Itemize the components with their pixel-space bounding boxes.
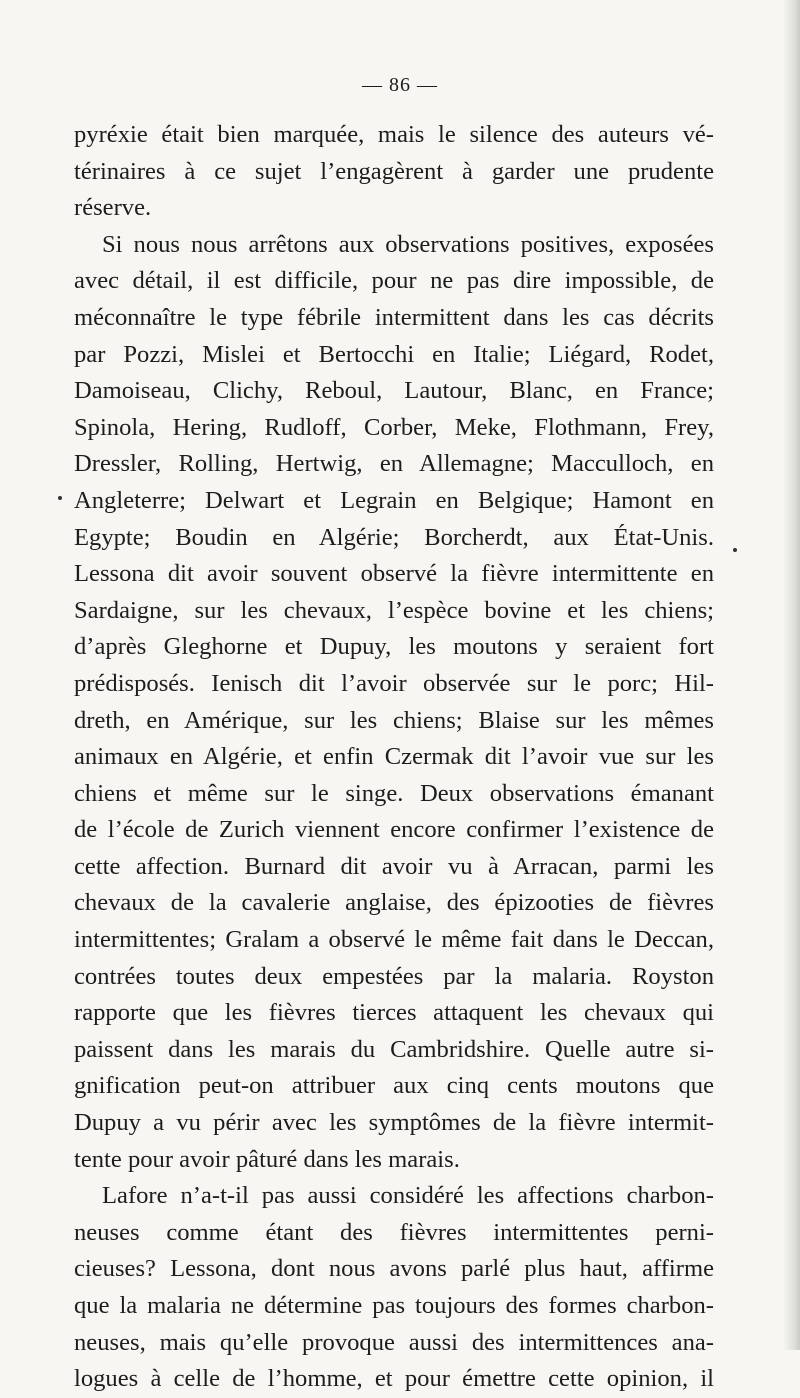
text-line: neuses comme étant des fièvres intermittentes perni- bbox=[74, 1218, 714, 1246]
text-line: dreth, en Amérique, sur les chiens; Blaise sur les mêmes bbox=[74, 706, 714, 734]
text-line: avec détail, il est difficile, pour ne pas dire impossible, de bbox=[74, 267, 714, 295]
text-line: d’après Gleghorne et Dupuy, les moutons y seraient fort bbox=[74, 633, 714, 661]
text-line: réserve. bbox=[74, 194, 152, 222]
text-line: prédisposés. Ienisch dit l’avoir observée sur le porc; Hil- bbox=[74, 669, 714, 697]
text-line: gnification peut-on attribuer aux cinq cents moutons que bbox=[74, 1072, 714, 1100]
body-text bbox=[74, 117, 714, 1398]
text-line: contrées toutes deux empestées par la malaria. Royston bbox=[74, 962, 714, 990]
text-line: Egypte; Boudin en Algérie; Borcherdt, aux État-Unis. bbox=[74, 523, 714, 551]
text-line: Dressler, Rolling, Hertwig, en Allemagne; Macculloch, en bbox=[74, 450, 714, 478]
text-line: animaux en Algérie, et enfin Czermak dit l’avoir vue sur les bbox=[74, 743, 714, 771]
text-line: intermittentes; Gralam a observé le même fait dans le Deccan, bbox=[74, 926, 714, 954]
text-line: Spinola, Hering, Rudloff, Corber, Meke, Flothmann, Frey, bbox=[74, 413, 714, 441]
text-line: rapporte que les fièvres tierces attaquent les chevaux qui bbox=[74, 999, 714, 1027]
text-line: neuses, mais qu’elle provoque aussi des intermittences ana- bbox=[74, 1328, 714, 1356]
text-line: chevaux de la cavalerie anglaise, des épizooties de fièvres bbox=[74, 889, 714, 917]
ink-speck bbox=[733, 548, 737, 552]
text-line: Lafore n’a-t-il pas aussi considéré les affections charbon- bbox=[102, 1182, 714, 1210]
text-line: térinaires à ce sujet l’engagèrent à garder une prudente bbox=[74, 157, 714, 185]
text-line: Damoiseau, Clichy, Reboul, Lautour, Blanc, en France; bbox=[74, 377, 714, 405]
text-line: cette affection. Burnard dit avoir vu à Arracan, parmi les bbox=[74, 852, 714, 880]
text-line: chiens et même sur le singe. Deux observations émanant bbox=[74, 779, 714, 807]
text-line: par Pozzi, Mislei et Bertocchi en Italie; Liégard, Rodet, bbox=[74, 340, 714, 368]
text-line: tente pour avoir pâturé dans les marais. bbox=[74, 1145, 460, 1173]
text-line: Angleterre; Delwart et Legrain en Belgique; Hamont en bbox=[74, 486, 714, 514]
text-line: de l’école de Zurich viennent encore confirmer l’existence de bbox=[74, 816, 714, 844]
page-edge-shadow bbox=[782, 0, 800, 1350]
text-line: Sardaigne, sur les chevaux, l’espèce bovine et les chiens; bbox=[74, 596, 714, 624]
page-number: — 86 — bbox=[362, 74, 438, 96]
text-line: Dupuy a vu périr avec les symptômes de la fièvre intermit- bbox=[74, 1109, 714, 1137]
text-line: Si nous nous arrêtons aux observations positives, exposées bbox=[102, 230, 714, 258]
text-line: Lessona dit avoir souvent observé la fièvre intermittente en bbox=[74, 560, 714, 588]
text-line: méconnaître le type fébrile intermittent dans les cas décrits bbox=[74, 303, 714, 331]
text-line: que la malaria ne détermine pas toujours des formes charbon- bbox=[74, 1292, 714, 1319]
text-line: logues à celle de l’homme, et pour émettre cette opinion, il bbox=[74, 1365, 714, 1393]
text-line: paissent dans les marais du Cambridshire. Quelle autre si- bbox=[74, 1035, 714, 1063]
ink-speck bbox=[58, 496, 62, 500]
text-line: cieuses? Lessona, dont nous avons parlé plus haut, affirme bbox=[74, 1255, 714, 1283]
text-line: pyréxie était bien marquée, mais le silence des auteurs vé- bbox=[74, 121, 714, 148]
